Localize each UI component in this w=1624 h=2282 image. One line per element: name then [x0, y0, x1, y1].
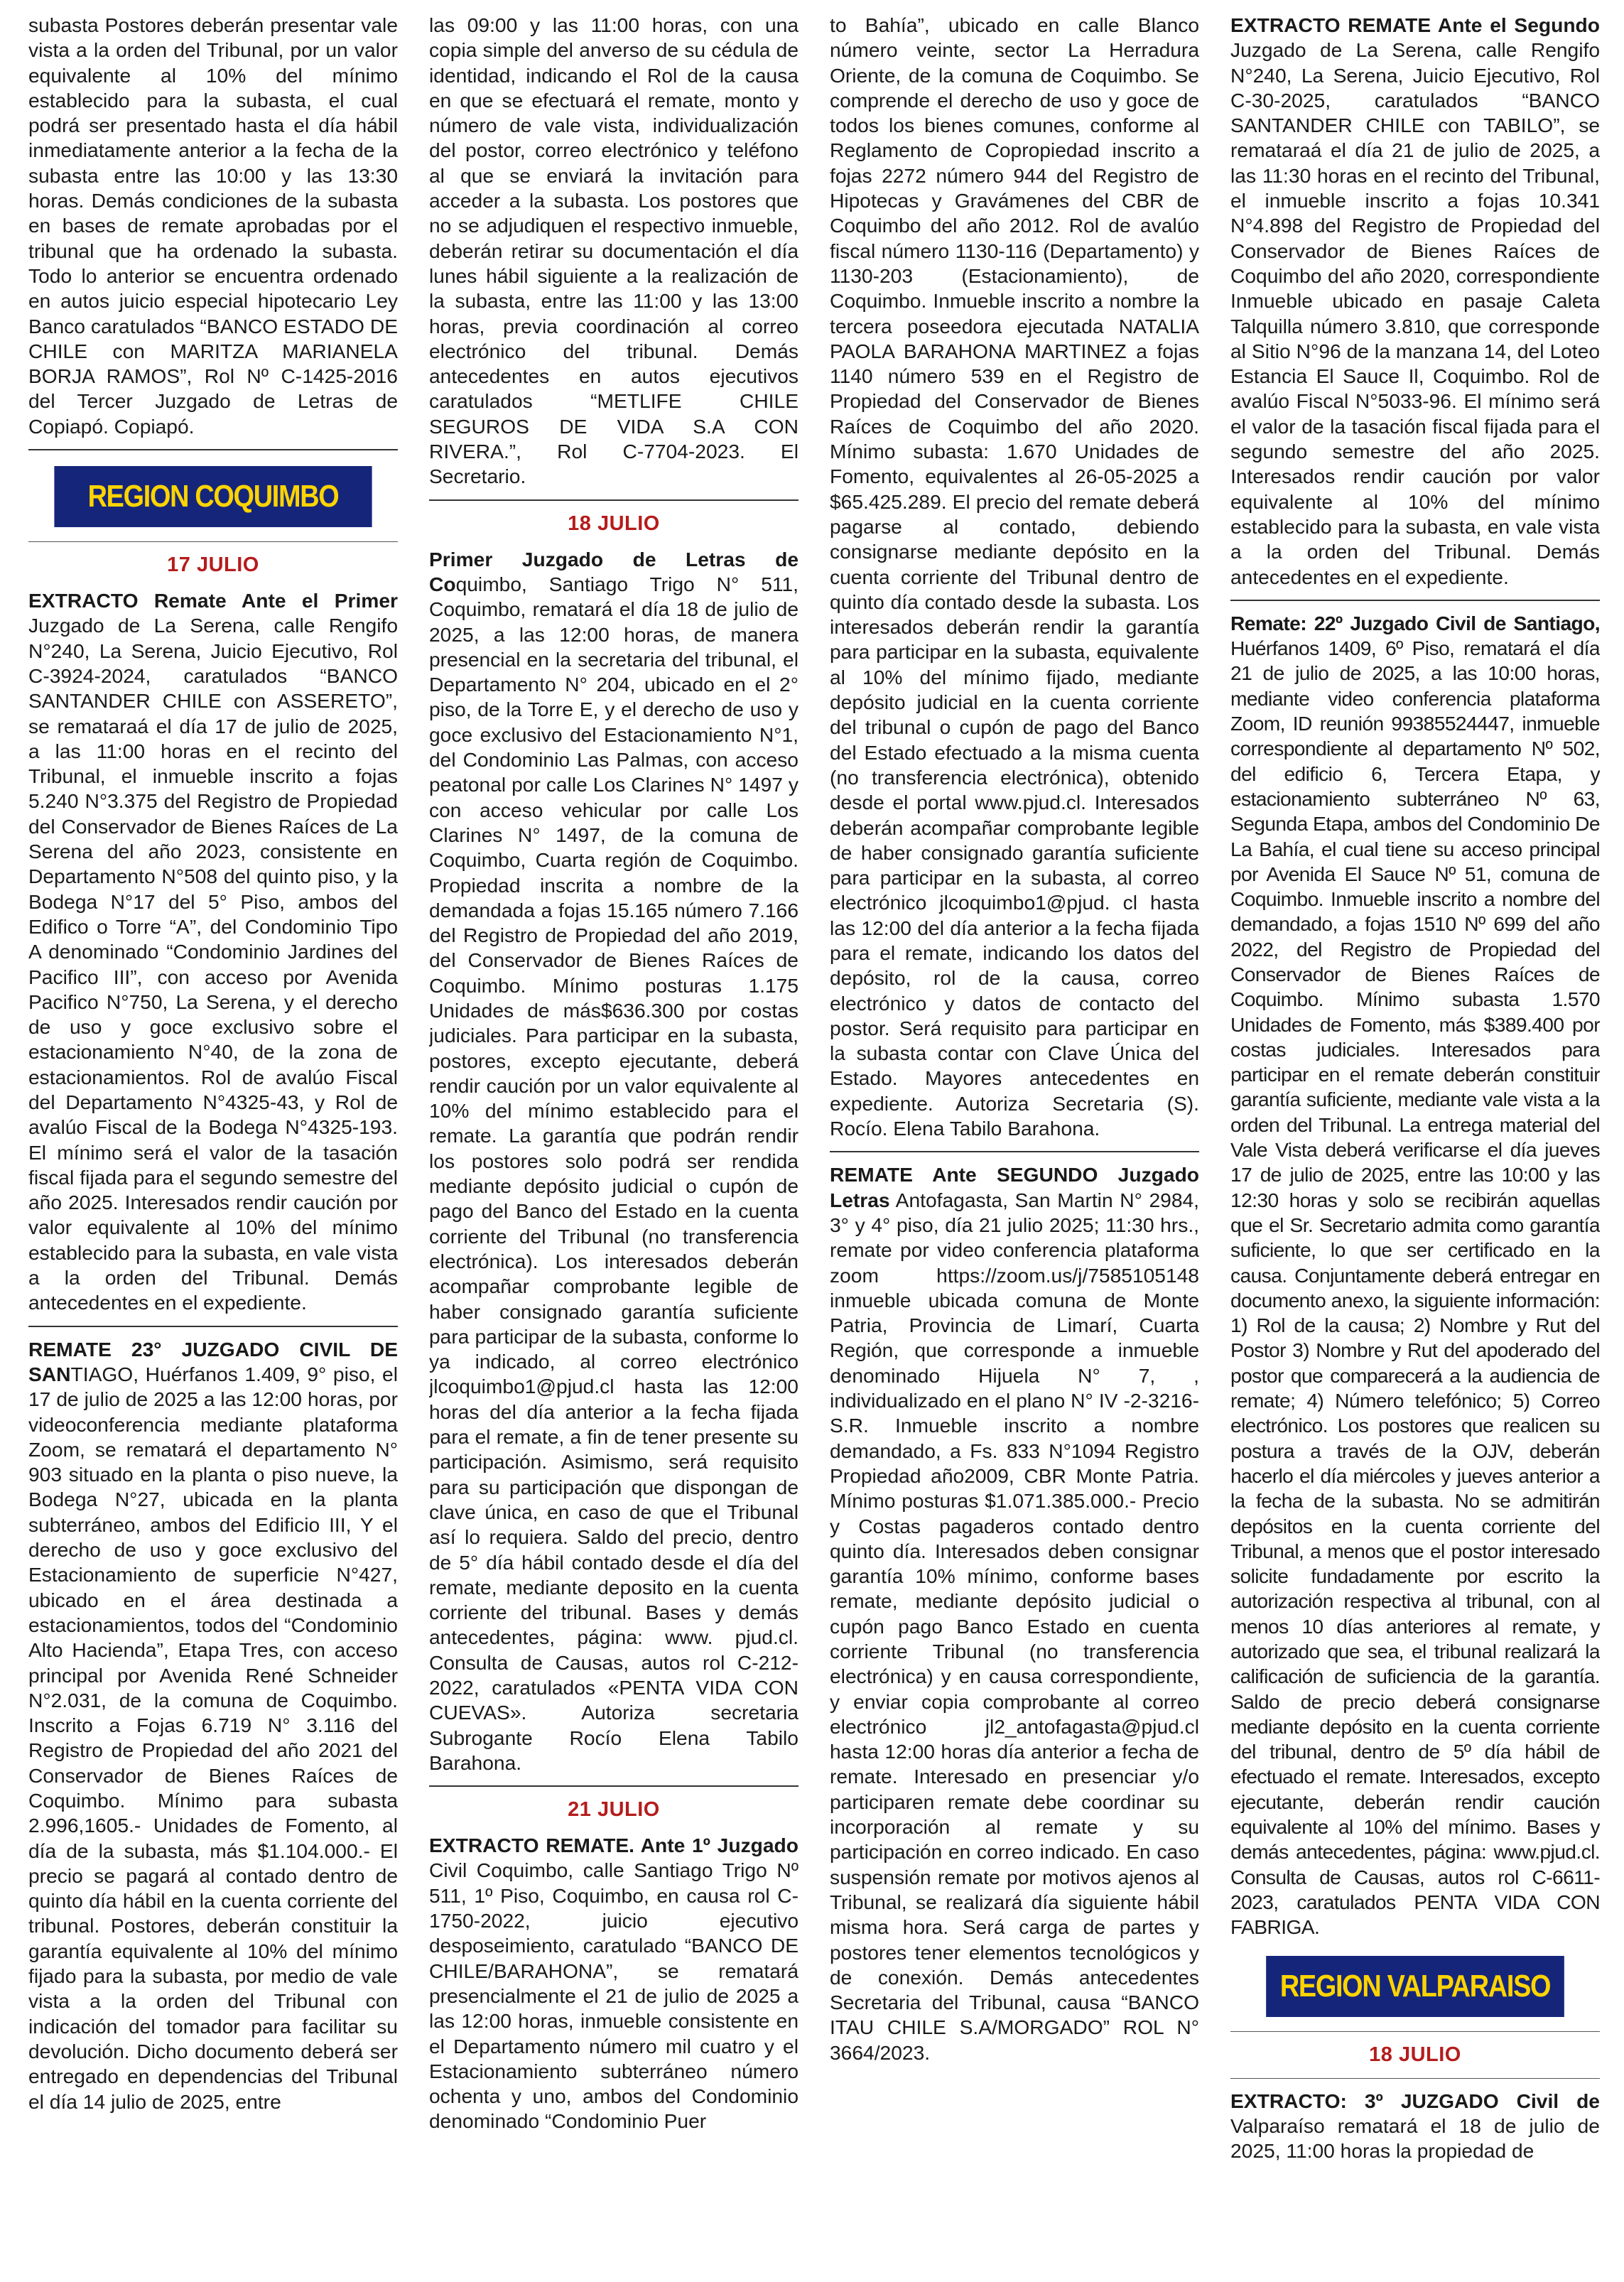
divider — [1230, 2078, 1600, 2079]
notice-body: Valparaíso rematará el 18 de julio de 2025, 11:00 horas la propiedad de — [1230, 2114, 1600, 2163]
notice-remate — [1230, 611, 1600, 1940]
column-4 — [1230, 13, 1600, 2272]
divider — [28, 449, 398, 450]
notice-remate — [28, 1337, 398, 2114]
classifieds-page — [26, 13, 1598, 2272]
column-2 — [429, 13, 799, 2272]
notice-heading: REMATE Ante SEGUNDO Juzgado Letras — [830, 1163, 1199, 1211]
continued-notice: to Bahía”, ubicado en calle Blanco número veinte, sector La Herradura Oriente, de la comuna de Coquimbo. Se comprende el derecho de uso y goce de todos los bienes comunes, conforme al Reglamento de Copropiedad inscrito a fojas 2272 número 944 del Registro de Hipotecas y Gravámenes del CBR de Coquimbo del año 2012. Rol de avalúo fiscal número 1130-116 (Departamento) y 1130-203 (Estacionamiento), de Coquimbo. Inmueble inscrito a nombre la tercera poseedora ejecutada NATALIA PAOLA BARAHONA MARTINEZ a fojas 1140 número 539 en el Registro de Propiedad del Conservador de Bienes Raíces de Coquimbo del año 2020. Mínimo subasta: 1.670 Unidades de Fomento, equivalentes al 26-05-2025 a $65.425.289. El precio del remate deberá pagarse al contado, debiendo consignarse mediante depósito en la cuenta corriente del Tribunal dentro de quinto día contado desde la subasta. Los interesados deberán rendir la garantía para participar en la subasta, equivalente al 10% del mínimo fijado, mediante depósito judicial en la cuenta corriente del tribunal o cupón de pago del Banco del Estado efectuado a la misma cuenta (no transferencia electrónica), obtenido desde el portal www.pjud.cl. Interesados deberán acompañar comprobante legible de haber consignado garantía suficiente para participar en la subasta, al correo electrónico jlcoquimbo1@pjud. cl hasta las 12:00 del día anterior a la fecha fijada para el remate, indicando los datos del depósito, rol de la causa, correo electrónico y datos de contacto del postor. Será requisito para participar en la subasta contar con Clave Única del Estado. Mayores antecedentes en expediente. Autoriza Secretaria (S). Rocío. Elena Tabilo Barahona. — [830, 13, 1199, 1140]
continued-notice: las 09:00 y las 11:00 horas, con una copia simple del anverso de su cédula de identidad, indicando el Rol de la causa en que se efectuará el remate, monto y número de vale vista, individualización del postor, correo electrónico y teléfono al que se enviará la invitación para acceder a la subasta. Los postores que no se adjudiquen el respectivo inmueble, deberán retirar su documentación el día lunes hábil siguiente a la realización de la subasta, entre las 11:00 y las 13:00 horas, previa coordinación al correo electrónico del tribunal. Demás antecedentes en autos ejecutivos caratulados “METLIFE CHILE SEGUROS DE VIDA S.A CON RIVERA.”, Rol C-7704-2023. El Secretario. — [429, 13, 799, 488]
notice-heading: EXTRACTO: 3º JUZGADO Civil de — [1230, 2089, 1600, 2112]
notice-remate — [429, 547, 799, 1776]
column-1 — [28, 13, 398, 2272]
notice-remate — [1230, 13, 1600, 590]
column-3 — [830, 13, 1199, 2272]
divider — [1230, 600, 1600, 601]
divider — [429, 1785, 799, 1787]
date-heading: 17 JULIO — [167, 553, 259, 577]
notice-remate — [1230, 2089, 1600, 2164]
notice-heading: Primer Juzgado de Letras de Co — [429, 547, 799, 595]
notice-body: Juzgado de La Serena, calle Rengifo N°240, La Serena, Juicio Ejecutivo, Rol C-30-2025, caratulados “BANCO SANTANDER CHILE con TABILO”, se remataraá el día 21 de julio de 2025, a las 11:30 horas en el recinto del Tribunal, el inmueble inscrito a fojas 10.341 N°4.898 del Registro de Propiedad del Conservador de Bienes Raíces de Coquimbo del año 2020, correspondiente Inmueble ubicado en pasaje Caleta Talquilla número 3.810, que corresponde al Sitio N°96 de la manzana 14, del Loteo Estancia El Sauce Il, Coquimbo. Rol de avalúo Fiscal N°5033-96. El mínimo será el valor de la tasación fiscal fijada para el segundo semestre del año 2025. Interesados rendir caución por valor equivalente al 10% del mínimo establecido para la subasta, en vale vista a la orden del Tribunal. Demás antecedentes en el expediente. — [1230, 38, 1600, 588]
notice-heading: Remate: 22º Juzgado Civil de Santiago, — [1230, 611, 1600, 634]
divider — [429, 499, 799, 501]
divider — [28, 1326, 398, 1327]
notice-heading: EXTRACTO Remate Ante el Primer — [28, 589, 398, 612]
notice-body: Huérfanos 1409, 6º Piso, rematará el día 21 de julio de 2025, a las 10:00 horas, mediante video conferencia plataforma Zoom, ID reunión 99385524447, inmueble correspondiente al departamento Nº 502, del edificio 6, Tercera Etapa, y estacionamiento subterráneo Nº 63, Segunda Etapa, ambos del Condominio De La Bahía, el cual tiene su acceso principal por Avenida El Sauce Nº 51, comuna de Coquimbo. Inmueble inscrito a nombre del demandado, a fojas 1510 Nº 699 del año 2022, del Registro de Propiedad del Conservador de Bienes Raíces de Coquimbo. Mínimo subasta 1.570 Unidades de Fomento, más $389.400 por costas judiciales. Interesados para participar en el remate deberán constituir garantía suficiente, mediante vale vista a la orden del Tribunal. La entrega material del Vale Vista deberá verificarse el día jueves 17 de julio de 2025, entre las 10:00 y las 12:30 horas y solo se recibirán aquellas que el Sr. Secretario admita como garantía suficiente, lo que ser certificado en la causa. Conjuntamente deberá entregar en documento anexo, la siguiente información: 1) Rol de la causa; 2) Nombre y Rut del Postor 3) Nombre y Rut del apoderado del postor que comparecerá a la audiencia de remate; 4) Número telefónico; 5) Correo electrónico. Los postores que realicen su postura a través de la OJV, deberán hacerlo el día miércoles y jueves anterior a la fecha de la subasta. No se admitirán depósitos en la cuenta corriente del Tribunal, a menos que el postor interesado solicite fundadamente por escrito la autorización respectiva al tribunal, con al menos 10 días anteriores al remate, y autorizado que sea, el tribunal realizará la calificación de suficiencia de la garantía. Saldo de precio deberá consignarse mediante depósito en la cuenta corriente del tribunal, dentro de 5º día hábil de efectuado el remate. Interesados, excepto ejecutante, deberán rendir caución equivalente al 10% del mínimo. Bases y demás antecedentes, página: www.pjud.cl. Consulta de Causas, autos rol C-6611-2023, caratulados PENTA VIDA CON FABRIGA. — [1230, 637, 1600, 1939]
notice-remate — [28, 588, 398, 1316]
notice-heading: REMATE 23° JUZGADO CIVIL DE SAN — [28, 1337, 398, 1385]
date-heading: 18 JULIO — [568, 512, 660, 535]
notice-remate — [830, 1162, 1199, 2065]
region-banner-valparaiso: REGION VALPARAISO — [1266, 1956, 1564, 2017]
continued-notice: subasta Postores deberán presentar vale vista a la orden del Tribunal, por un valor equivalente al 10% del mínimo establecido para la subasta, el cual podrá ser presentado hasta el día hábil inmediatamente anterior a la fecha de la subasta entre las 10:00 y las 13:30 horas. Demás condiciones de la subasta en bases de remate aprobadas por el tribunal que ha ordenado la subasta. Todo lo anterior se encuentra ordenado en autos juicio especial hipotecario Ley Banco caratulados “BANCO ESTADO DE CHILE con MARITZA MARIANELA BORJA RAMOS”, Rol Nº C-1425-2016 del Tercer Juzgado de Letras de Copiapó. Copiapó. — [28, 13, 398, 438]
notice-heading: EXTRACTO REMATE. Ante 1º Juzgado — [429, 1834, 799, 1857]
notice-body: Juzgado de La Serena, calle Rengifo N°240, La Serena, Juicio Ejecutivo, Rol C-3924-2024, caratulados “BANCO SANTANDER CHILE con ASSERETO”, se remataraá el día 17 de julio de 2025, a las 11:00 horas en el recinto del Tribunal, el inmueble inscrito a fojas 5.240 N°3.375 del Registro de Propiedad del Conservador de Bienes Raíces de La Serena del año 2023, consistente en Departamento N°508 del quinto piso, y la Bodega N°17 del 5° Piso, ambos del Edifico o Torre “A”, del Condominio Tipo A denominado “Condominio Jardines del Pacifico III”, con acceso por Avenida Pacifico N°750, La Serena, y el derecho de uso y goce exclusivo sobre el estacionamiento N°40, de la zona de estacionamientos. Rol de avalúo Fiscal del Departamento N°4325-43, y Rol de avalúo Fiscal de la Bodega N°4325-193. El mínimo será el valor de la tasación fiscal fijada para el segundo semestre del año 2025. Interesados rendir caución por valor equivalente al 10% del mínimo establecido para la subasta, en vale vista a la orden del Tribunal. Demás antecedentes en el expediente. — [28, 614, 398, 1314]
notice-remate — [429, 1833, 799, 2134]
notice-body: quimbo, Santiago Trigo N° 511, Coquimbo, rematará el día 18 de julio de 2025, a las 12:00 horas, de manera presencial en la secretaria del tribunal, el Departamento N° 204, ubicado en el 2° piso, de la Torre E, y el derecho de uso y goce exclusivo del Estacionamiento N°1, del Condominio Las Palmas, con acceso peatonal por calle Los Clarines N° 1497 y con acceso vehicular por calle Los Clarines N° 1497, de la comuna de Coquimbo, Cuarta región de Coquimbo. Propiedad inscrita a nombre de la demandada a fojas 15.165 número 7.166 del Registro de Propiedad del año 2019, del Conservador de Bienes Raíces de Coquimbo. Mínimo posturas 1.175 Unidades de más$636.300 por costas judiciales. Para participar en la subasta, postores, excepto ejecutante, deberá rendir caución por un valor equivalente al 10% del mínimo establecido para el remate. La garantía que podrán rendir los postores solo podrá ser rendida mediante depósito judicial o cupón de pago del Banco del Estado en la cuenta corriente del Tribunal (no transferencia electrónica). Los interesados deberán acompañar comprobante legible de haber consignado garantía suficiente para participar de la subasta, conforme lo ya indicado, al correo electrónico jlcoquimbo1@pjud.cl hasta las 12:00 horas del día anterior a la fecha fijada para el remate, a fin de tener presente su participación. Asimismo, será requisito para su participación que dispongan de clave única, en caso de que el Tribunal así lo requiera. Saldo del precio, dentro de 5° día hábil contado desde el día del remate, mediante deposito en la cuenta corriente del tribunal. Bases y demás antecedentes, página: www. pjud.cl. Consulta de Causas, autos rol C-212-2022, caratulados «PENTA VIDA CON CUEVAS». Autoriza secretaria Subrogante Rocío Elena Tabilo Barahona. — [429, 572, 799, 1774]
notice-body: Civil Coquimbo, calle Santiago Trigo Nº 511, 1º Piso, Coquimbo, en causa rol C-1750-2022, juicio ejecutivo desposeimiento, caratulado “BANCO DE CHILE/BARAHONA”, se rematará presencialmente el 21 de julio de 2025 a las 12:00 horas, inmueble consistente en el Departamento número mil cuatro y el Estacionamiento subterráneo número ochenta y uno, ambos del Condominio denominado “Condominio Puer — [429, 1859, 799, 2133]
notice-body: TIAGO, Huérfanos 1.409, 9° piso, el 17 de julio de 2025 a las 12:00 horas, por videoconferencia mediante plataforma Zoom, se rematará el departamento N° 903 situado en la planta o piso nueve, la Bodega N°27, ubicada en la planta subterráneo, ambos del Edificio III, Y el derecho de uso y goce exclusivo del Estacionamiento de superficie N°427, ubicado en el área destinada a estacionamientos, todos del “Condominio Alto Hacienda”, Etapa Tres, con acceso principal por Avenida René Schneider N°2.031, de la comuna de Coquimbo. Inscrito a Fojas 6.719 N° 3.116 del Registro de Propiedad del año 2021 del Conservador de Bienes Raíces de Coquimbo. Mínimo para subasta 2.996,1605.- Unidades de Fomento, al día de la subasta, más $1.104.000.- El precio se pagará al contado dentro de quinto día hábil en la cuenta corriente del tribunal. Postores, deberán constituir la garantía equivalente al 10% del mínimo fijado para la subasta, por medio de vale vista a la orden del Tribunal con indicación del tomador para facilitar su devolución. Dicho documento deberá ser entregado en dependencias del Tribunal el día 14 julio de 2025, entre — [28, 1362, 398, 2113]
notice-heading: EXTRACTO REMATE Ante el Segundo — [1230, 13, 1600, 36]
notice-body: Antofagasta, San Martin N° 2984, 3° y 4° piso, día 21 julio 2025; 11:30 hrs., remate por video conferencia plataforma zoom https://zoom.us/j/7585105148 inmueble ubicada comuna de Monte Patria, Provincia de Limarí, Cuarta Región, que corresponde a inmueble denominado Hijuela N° 7, , individualizado en el plano N° IV -2-3216-S.R. Inmueble inscrito a nombre demandado, a Fs. 833 N°1094 Registro Propiedad año2009, CBR Monte Patria. Mínimo posturas $1.071.385.000.- Precio y Costas pagaderos contado dentro quinto día. Interesados deben consignar garantía 10% mínimo, conforme bases remate, mediante depósito judicial o cupón pago Banco Estado en cuenta corriente Tribunal (no transferencia electrónica) y en causa correspondiente, y enviar copia comprobante al correo electrónico jl2_antofagasta@pjud.cl hasta 12:00 horas día anterior a fecha de remate. Interesado en presenciar y/o participaren remate debe coordinar su incorporación al remate y su participación en correo indicado. En caso suspensión remate por motivos ajenos al Tribunal, se realizará día siguiente hábil misma hora. Será carga de partes y postores tener elementos tecnológicos y de conexión. Demás antecedentes Secretaria del Tribunal, causa “BANCO ITAU CHILE S.A/MORGADO” ROL N° 3664/2023. — [830, 1188, 1199, 2064]
date-heading: 18 JULIO — [1369, 2043, 1461, 2066]
date-heading: 21 JULIO — [568, 1798, 660, 1822]
divider — [28, 541, 398, 542]
divider — [830, 1151, 1199, 1152]
divider — [1230, 2031, 1600, 2032]
region-banner-coquimbo: REGION COQUIMBO — [54, 466, 372, 527]
